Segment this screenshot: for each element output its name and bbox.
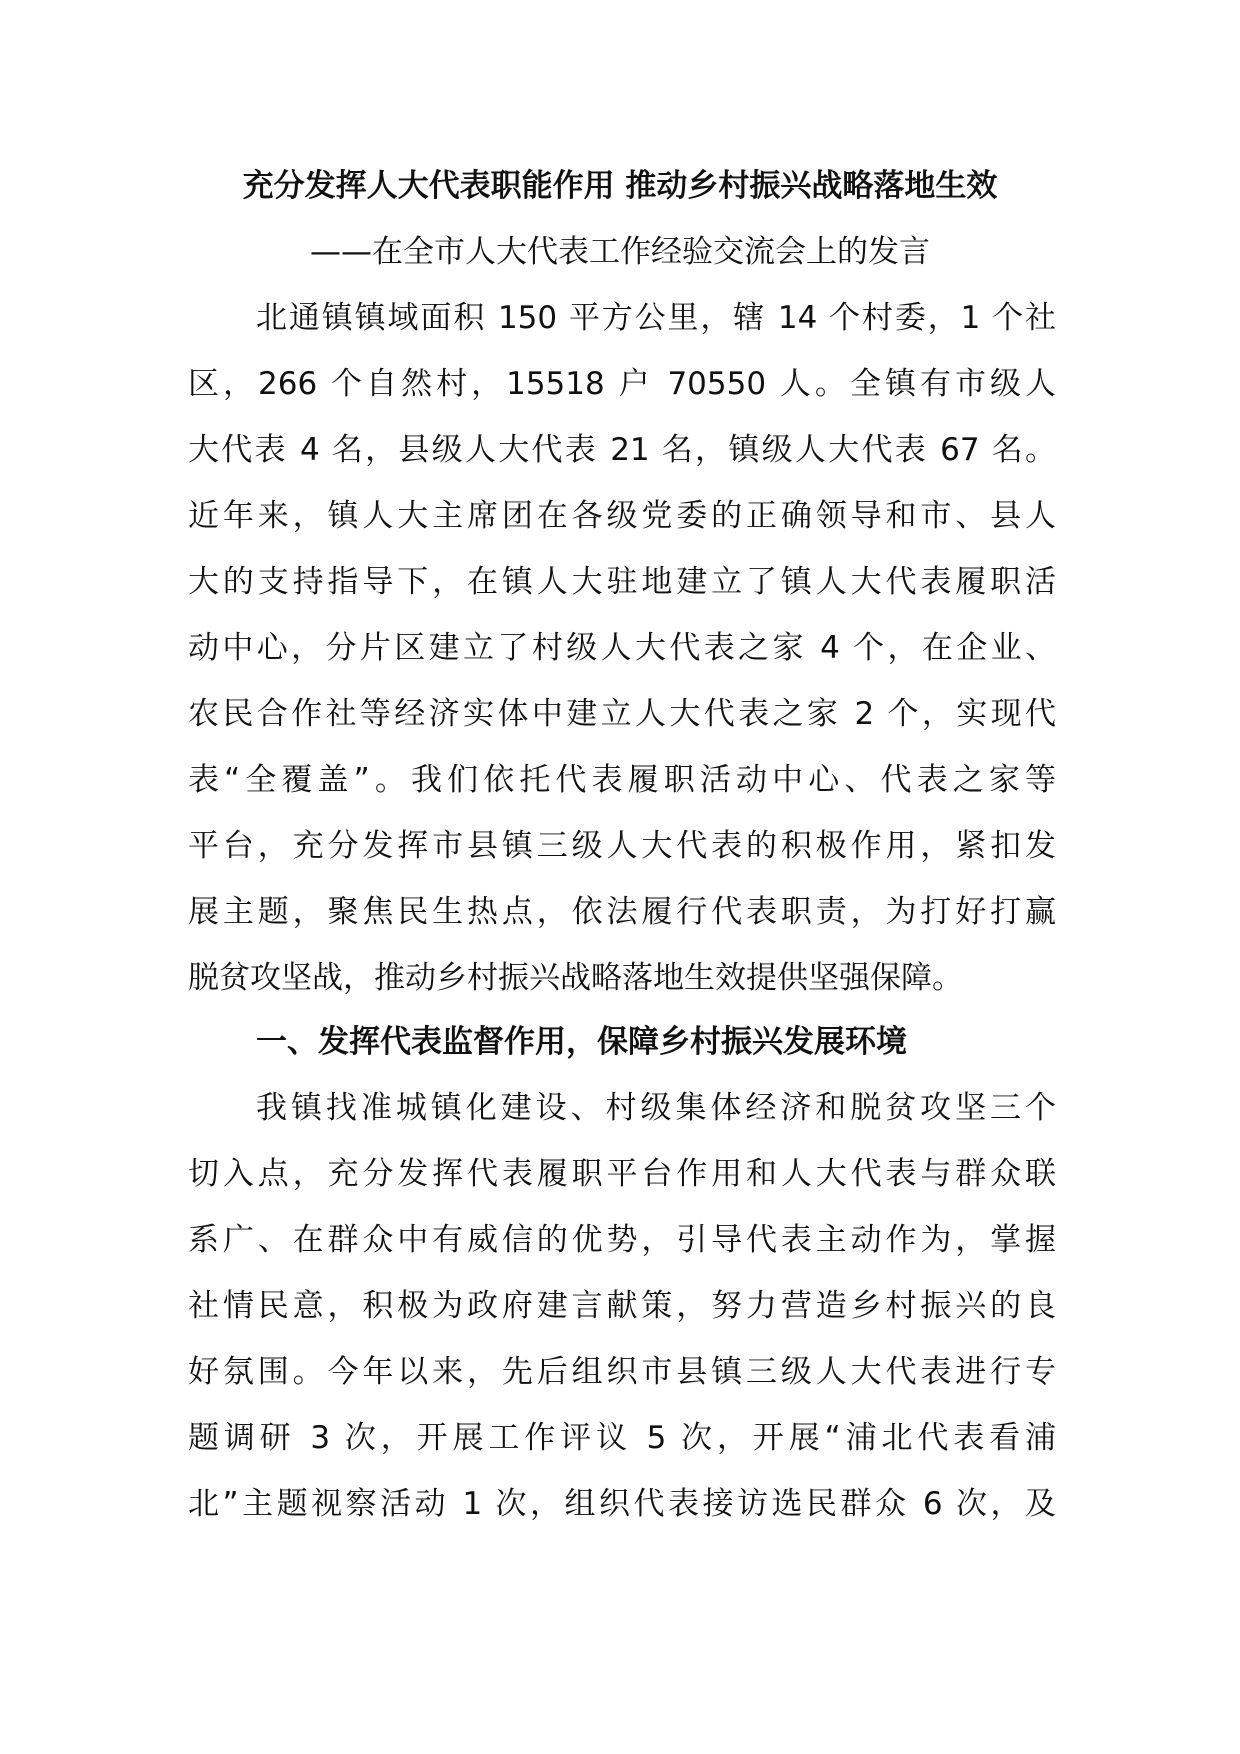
document-title: 充分发挥人大代表职能作用 推动乡村振兴战略落地生效: [242, 168, 998, 204]
paragraph-line: 北”主题视察活动 1 次，组织代表接访选民群众 6 次，及: [188, 1486, 1056, 1522]
paragraph-line: 动中心，分片区建立了村级人大代表之家 4 个，在企业、: [188, 630, 1056, 666]
paragraph-line: 北通镇镇域面积 150 平方公里，辖 14 个村委，1 个社: [256, 300, 1056, 336]
paragraph-line: 近年来，镇人大主席团在各级党委的正确领导和市、县人: [188, 498, 1056, 534]
paragraph-line: 农民合作社等经济实体中建立人大代表之家 2 个，实现代: [188, 696, 1056, 732]
paragraph-line: 大代表 4 名，县级人大代表 21 名，镇级人大代表 67 名。: [188, 432, 1056, 468]
paragraph-line: 区，266 个自然村，15518 户 70550 人。全镇有市级人: [188, 366, 1056, 402]
paragraph-line: 大的支持指导下，在镇人大驻地建立了镇人大代表履职活: [188, 564, 1056, 600]
section-heading-1: 一、发挥代表监督作用，保障乡村振兴发展环境: [256, 1024, 907, 1060]
paragraph-line: 表“全覆盖”。我们依托代表履职活动中心、代表之家等: [188, 762, 1056, 798]
paragraph-line: 好氛围。今年以来，先后组织市县镇三级人大代表进行专: [188, 1354, 1056, 1390]
paragraph-line: 系广、在群众中有威信的优势，引导代表主动作为，掌握: [188, 1222, 1056, 1258]
paragraph-line: 我镇找准城镇化建设、村级集体经济和脱贫攻坚三个: [256, 1090, 1056, 1126]
paragraph-section-1: [188, 1075, 1056, 1537]
paragraph-line: 展主题，聚焦民生热点，依法履行代表职责，为打好打赢: [188, 894, 1056, 930]
paragraph-line: 社情民意，积极为政府建言献策，努力营造乡村振兴的良: [188, 1288, 1056, 1324]
paragraph-line: 脱贫攻坚战，推动乡村振兴战略落地生效提供坚强保障。: [188, 960, 963, 996]
paragraph-line: 平台，充分发挥市县镇三级人大代表的积极作用，紧扣发: [188, 828, 1056, 864]
document-subtitle: ——在全市人大代表工作经验交流会上的发言: [310, 234, 930, 270]
paragraph-intro: [188, 285, 1056, 1011]
paragraph-line: 切入点，充分发挥代表履职平台作用和人大代表与群众联: [188, 1156, 1056, 1192]
paragraph-line: 题调研 3 次，开展工作评议 5 次，开展“浦北代表看浦: [188, 1420, 1056, 1456]
